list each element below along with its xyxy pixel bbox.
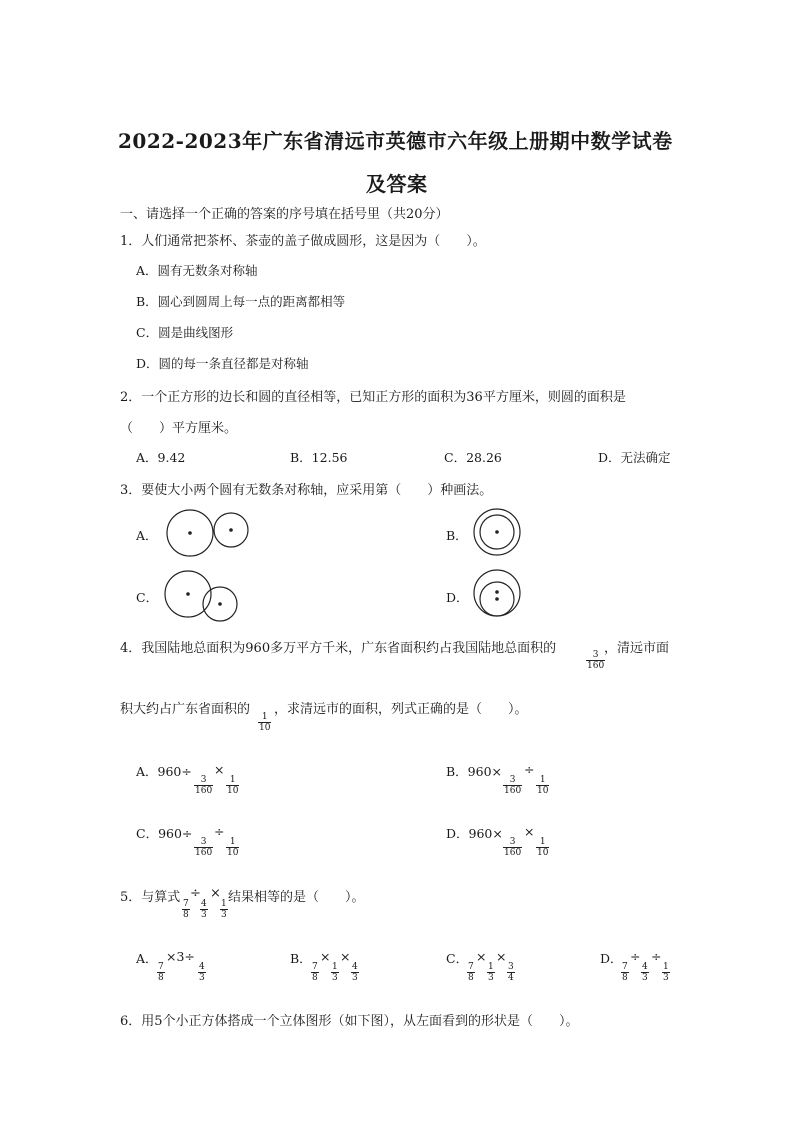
q3-option-d: D． [446,590,469,605]
q4-option-a: A．960÷ [136,764,192,779]
q5-stem-suffix: 结果相等的是（ ）。 [228,890,365,905]
q5-option-c: C． [446,951,469,966]
section-heading: 一、请选择一个正确的答案的序号填在括号里（共20分） [120,207,449,222]
q4-b-operator: ÷ [524,762,535,777]
q5-option-d: D． [600,951,623,966]
q5-d-op1: ÷ [630,949,641,964]
q4-c-operator: ÷ [214,824,225,839]
q5-fraction-1-3: $\frac{1}{3}$ [221,899,227,920]
q5-stem-op2: × [210,886,221,901]
q5-b-op2: × [340,949,351,964]
doc-title-line2: 及答案 [366,172,428,196]
q5-b-fraction-4-3: $\frac{4}{3}$ [352,962,358,983]
q5-b-fraction-1-3: $\frac{1}{3}$ [332,962,338,983]
q3-option-c: C． [136,590,159,605]
q3-figure-b [470,505,530,565]
q4-stem-line2: 积大约占广东省面积的 [120,702,251,717]
q3-option-b: B． [446,528,468,543]
q4-a-operator: × [214,762,225,777]
q5-c-op1: × [476,949,487,964]
q5-d-fraction-4-3: $\frac{4}{3}$ [642,962,648,983]
q5-option-b: B． [290,951,312,966]
q1-option-a: A．圆有无数条对称轴 [136,263,258,278]
q2-stem-line2: （ ）平方厘米。 [120,421,238,436]
q4-option-d: D．960× [446,826,503,841]
q5-a-fraction-4-3: $\frac{4}{3}$ [199,962,205,983]
q4-c-fraction-1-10: $\frac{1}{10}$ [227,837,239,858]
q5-stem-prefix: 5．与算式 [120,890,181,905]
q3-stem: 3．要使大小两个圆有无数条对称轴，应采用第（ ）种画法。 [120,483,493,498]
q2-option-d: D．无法确定 [598,450,671,465]
q1-option-b: B．圆心到圆周上每一点的距离都相等 [136,294,346,309]
q3-figure-a [160,505,255,565]
q5-stem-op1: ÷ [190,886,201,901]
q5-c-op2: × [496,949,507,964]
q2-option-c: C．28.26 [444,450,502,465]
q1-option-d: D．圆的每一条直径都是对称轴 [136,356,309,371]
q5-d-op2: ÷ [651,949,662,964]
doc-title-line1: 2022-2023年广东省清远市英德市六年级上册期中数学试卷 [118,129,673,153]
q4-fraction-3-160: $\frac{3}{160}$ [587,650,605,671]
q5-d-fraction-1-3: $\frac{1}{3}$ [663,962,669,983]
q4-stem-line1-end: ，清远市面 [604,641,670,656]
q2-option-a: A．9.42 [136,450,186,465]
q6-stem: 6．用5个小正方体搭成一个立体图形（如下图），从左面看到的形状是（ ）。 [120,1014,579,1029]
q4-stem-line2-end: ，求清远市的面积，列式正确的是（ ）。 [274,702,528,717]
q4-b-fraction-1-10: $\frac{1}{10}$ [537,775,549,796]
q3-figure-c [160,568,250,628]
q4-fraction-1-10: $\frac{1}{10}$ [259,712,271,733]
q5-b-fraction-7-8: $\frac{7}{8}$ [312,962,318,983]
q4-stem-line1: 4．我国陆地总面积为960多万平方千米，广东省面积约占我国陆地总面积的 [120,641,557,656]
q5-a-middle: ×3÷ [166,949,195,964]
q5-option-a: A． [136,951,158,966]
q1-stem: 1．人们通常把茶杯、茶壶的盖子做成圆形，这是因为（ ）。 [120,234,486,249]
q5-d-fraction-7-8: $\frac{7}{8}$ [622,962,628,983]
q4-option-c: C．960÷ [136,826,193,841]
q5-c-fraction-1-3: $\frac{1}{3}$ [488,962,494,983]
q4-option-b: B．960× [446,764,503,779]
q1-option-c: C．圆是曲线图形 [136,325,234,340]
q5-b-op1: × [320,949,331,964]
q4-a-fraction-1-10: $\frac{1}{10}$ [227,775,239,796]
q5-a-fraction-7-8: $\frac{7}{8}$ [158,962,164,983]
q4-d-fraction-3-160: $\frac{3}{160}$ [504,837,522,858]
q4-b-fraction-3-160: $\frac{3}{160}$ [504,775,522,796]
q2-stem-line1: 2．一个正方形的边长和圆的直径相等，已知正方形的面积为36平方厘米，则圆的面积是 [120,390,626,405]
q5-c-fraction-3-4: $\frac{3}{4}$ [508,962,514,983]
q4-a-fraction-3-160: $\frac{3}{160}$ [195,775,213,796]
q5-fraction-4-3: $\frac{4}{3}$ [201,899,207,920]
q2-option-b: B．12.56 [290,450,348,465]
q4-c-fraction-3-160: $\frac{3}{160}$ [195,837,213,858]
q5-c-fraction-7-8: $\frac{7}{8}$ [468,962,474,983]
q5-fraction-7-8: $\frac{7}{8}$ [183,899,189,920]
q4-d-operator: × [524,824,535,839]
q3-figure-d [470,568,530,628]
q4-d-fraction-1-10: $\frac{1}{10}$ [537,837,549,858]
q3-option-a: A． [136,528,158,543]
